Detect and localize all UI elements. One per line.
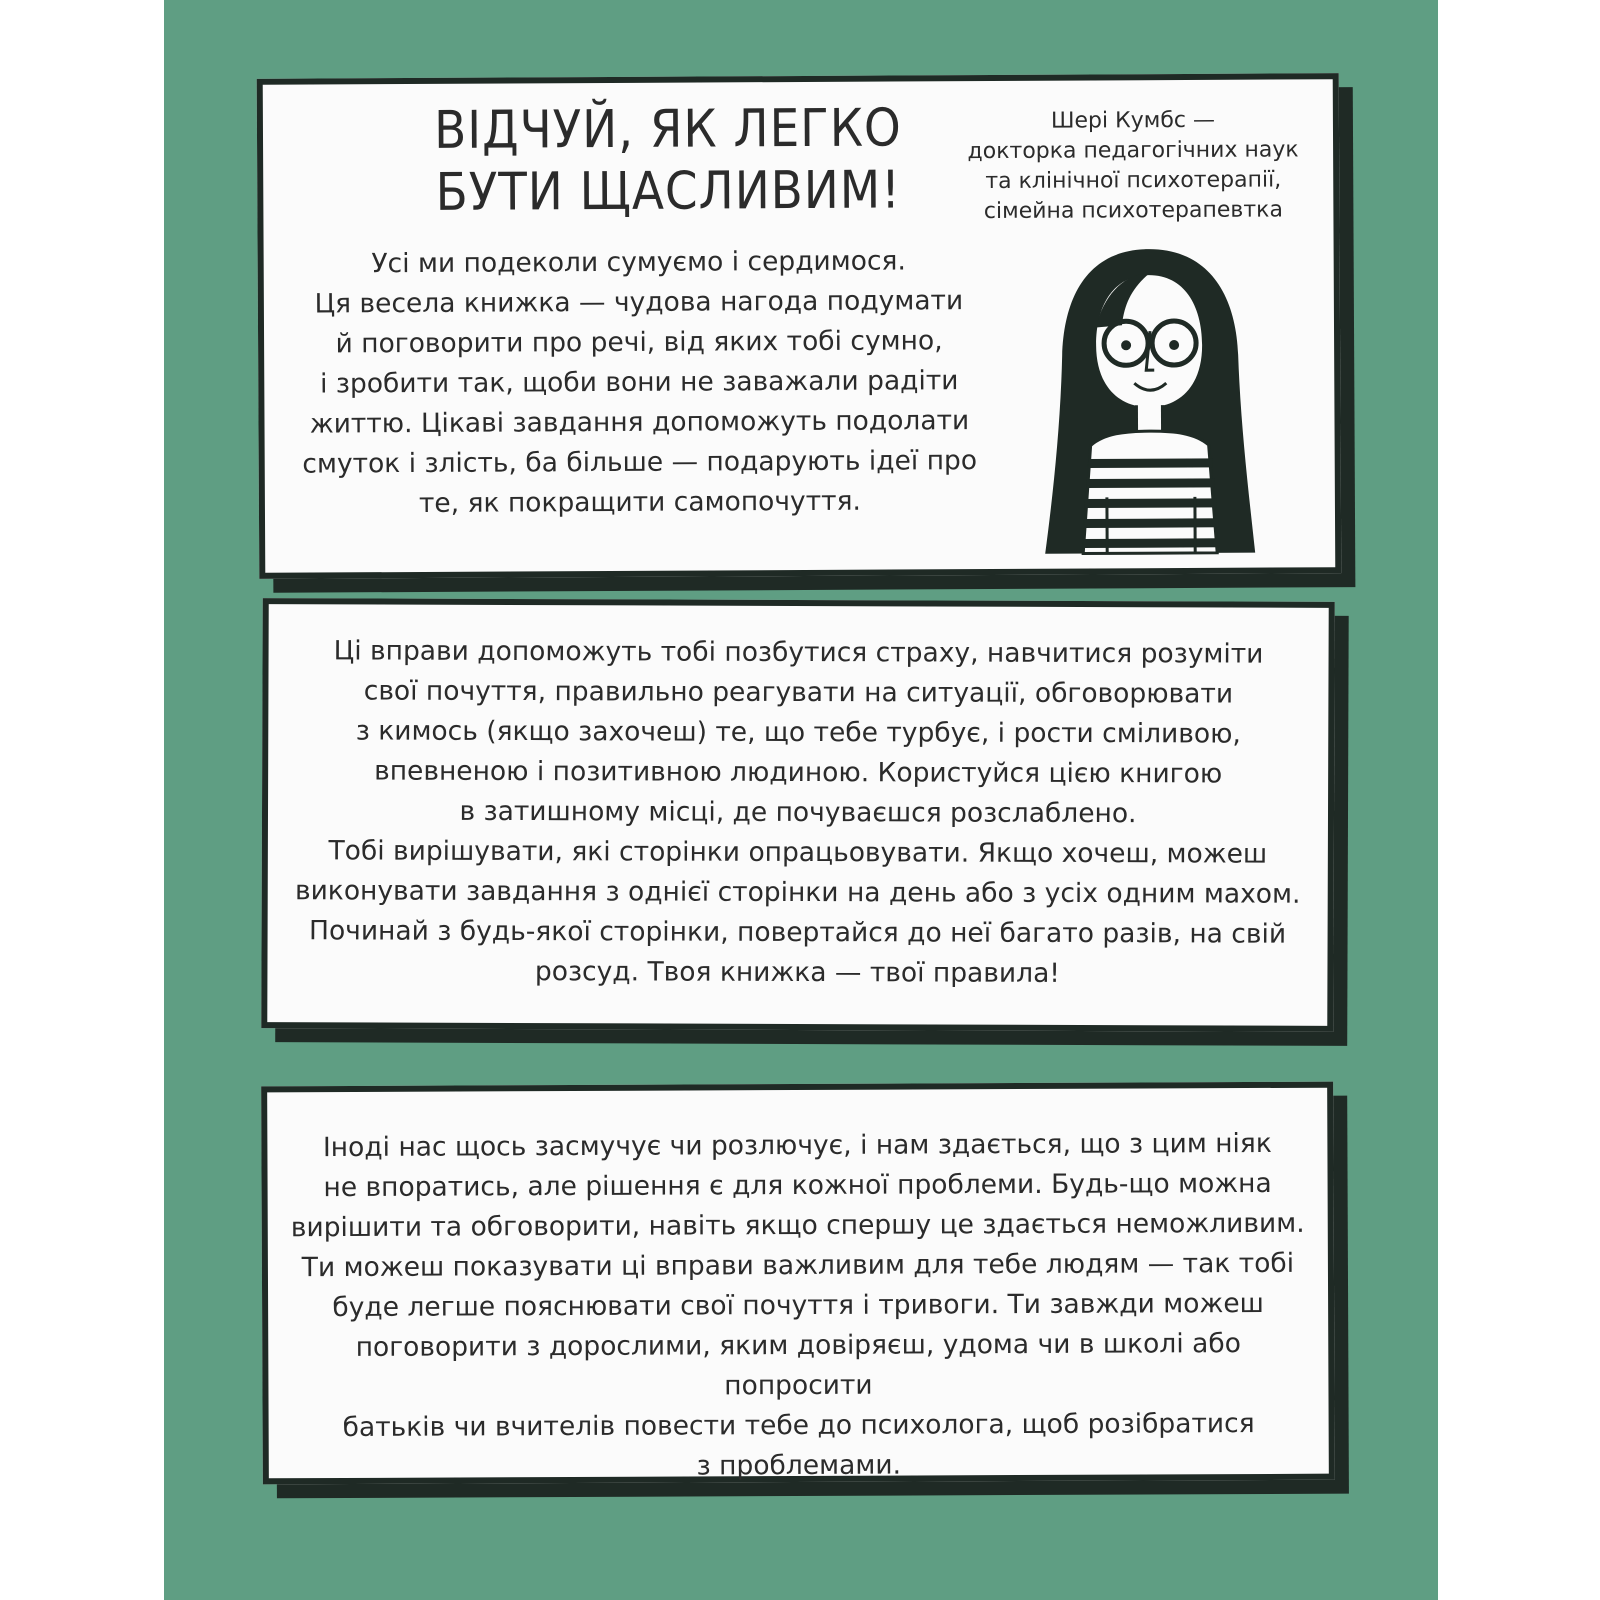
panel-frame [261, 1082, 1335, 1485]
intro-panel [257, 73, 1342, 579]
page-title: ВІДЧУЙ, ЯК ЛЕГКО БУТИ ЩАСЛИВИМ! [434, 98, 902, 223]
girl-with-glasses-illustration [1034, 235, 1266, 556]
intro-text: Усі ми подеколи сумуємо і сердимося. Ця весела книжка — чудова нагода подумати й поговорити про речі, від яких тобі сумно, і зробити так, щоби вони не заважали радіти життю. Цікаві завдання допоможуть подолати смуток і злість, ба більше — подарують ідеї про те, як покращити самопочуття. [302, 245, 978, 519]
problems-text: Іноді нас щось засмучує чи розлючує, і нам здається, що з цим ніяк не впоратись, але рішення є для кожної проблеми. Будь-що можна вирішити та обговорити, навіть якщо спершу це здається неможливим. Ти можеш показувати ці вправи важливим для тебе людям — так тобі буде легше пояснювати свої почуття і тривоги. Ти завжди можеш поговорити з дорослими, яким довіряєш, удома чи в школі або попросити батьків чи вчителів повести тебе до психолога, щоб розібратися з проблемами. [290, 1127, 1305, 1482]
author-caption: Шері Кумбс — докторка педагогічних наук та клінічної психотерапії, сімейна психотерапевтка [967, 107, 1299, 225]
exercises-panel [261, 598, 1334, 1032]
panel-frame [257, 73, 1342, 579]
problems-panel [261, 1082, 1335, 1485]
exercises-text: Ці вправи допоможуть тобі позбутися страху, навчитися розуміти свої почуття, правильно реагувати на ситуації, обговорювати з кимось (якщо захочеш) те, що тебе турбує, і рости сміливою, впевненою і позитивною людиною. Користуйся цією книгою в затишному місці, де почуваєшся розслаблено. Тобі вирішувати, які сторінки опрацьовувати. Якщо хочеш, можеш виконувати завдання з однієї сторінки на день або з усіх одним махом. Починай з будь-якої сторінки, повертайся до неї багато разів, на свій розсуд. Твоя книжка — твої правила! [294, 635, 1301, 989]
panel-frame [261, 598, 1334, 1032]
